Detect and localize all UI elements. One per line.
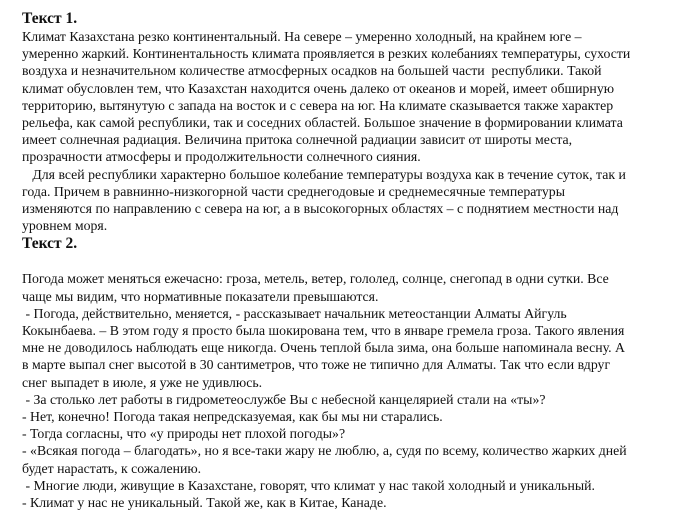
- text-line: территорию, вытянутую с запада на восток и с севера на юг. На климате сказывается также характер: [22, 97, 614, 113]
- text-line: имеет солнечная радиация. Величина притока солнечной радиации зависит от широты места,: [22, 132, 573, 148]
- text1-paragraph-1: [22, 28, 677, 166]
- text1-paragraph-2: [22, 166, 677, 235]
- text-line: - Климат у нас не уникальный. Такой же, как в Китае, Канаде.: [22, 495, 387, 511]
- text-line: - Многие люди, живущие в Казахстане, говорят, что климат у нас такой холодный и уникальный.: [22, 477, 595, 493]
- text-line: года. Причем в равнинно-низкогорной части среднегодовые и среднемесячные температуры: [22, 183, 565, 199]
- text-line: - Погода, действительно, меняется, - рассказывает начальник метеостанции Алматы Айгуль: [22, 305, 567, 321]
- text-line: Погода может меняться ежечасно: гроза, метель, ветер, гололед, солнце, снегопад в одни сутки. Все: [22, 271, 609, 287]
- text-line: чаще мы видим, что нормативные показатели превышаются.: [22, 288, 379, 304]
- text1-heading: Текст 1.: [22, 10, 78, 27]
- text-line: - Нет, конечно! Погода такая непредсказуемая, как бы мы ни старались.: [22, 409, 443, 425]
- text-line: Кокынбаева. – В этом году я просто была шокирована тем, что в январе гремела гроза. Такого явления: [22, 323, 625, 339]
- text-line: - За столько лет работы в гидрометеослужбе Вы с небесной канцелярией стали на «ты»?: [22, 391, 546, 407]
- text-line: умеренно жаркий. Континентальность климата проявляется в резких колебаниях температуры, сухости: [22, 46, 631, 62]
- text2-body: [22, 270, 677, 511]
- text-line: прозрачности атмосферы и продолжительности солнечного сияния.: [22, 149, 421, 165]
- text-line: уровнем моря.: [22, 218, 108, 234]
- blank-line: [22, 253, 677, 270]
- text-line: - Тогда согласны, что «у природы нет плохой погоды»?: [22, 426, 346, 442]
- text-line: рельефа, как самой республики, так и соседних областей. Большое значение в формировании климата: [22, 115, 623, 131]
- text-line: Для всей республики характерно большое колебание температуры воздуха как в течение суток, так и: [22, 166, 626, 182]
- text-line: - «Всякая погода – благодать», но я все-таки жару не люблю, а, судя по всему, количество жарких дней: [22, 443, 627, 459]
- text-line: будет нарастать, к сожалению.: [22, 460, 202, 476]
- text-line: снег выпадет в июле, я уже не удивлюсь.: [22, 374, 263, 390]
- text-line: климат обусловлен тем, что Казахстан находится очень далеко от океанов и морей, имеет обширную: [22, 80, 615, 96]
- text-line: в марте выпал снег высотой в 30 сантиметров, что тоже не типично для Алматы. Так что если вдруг: [22, 357, 611, 373]
- text-line: изменяются по направлению с севера на юг, а в высокогорных областях – с поднятием местности над: [22, 201, 619, 217]
- text-line: мне не доводилось наблюдать еще никогда. Очень теплой была зима, она больше напоминала весну. А: [22, 340, 625, 356]
- text2-heading: Текст 2.: [22, 235, 78, 253]
- text-line: воздуха и незначительном количестве атмосферных осадков на большей части республики. Такой: [22, 63, 602, 79]
- text-line: Климат Казахстана резко континентальный. На севере – умеренно холодный, на крайнем юге –: [22, 29, 582, 44]
